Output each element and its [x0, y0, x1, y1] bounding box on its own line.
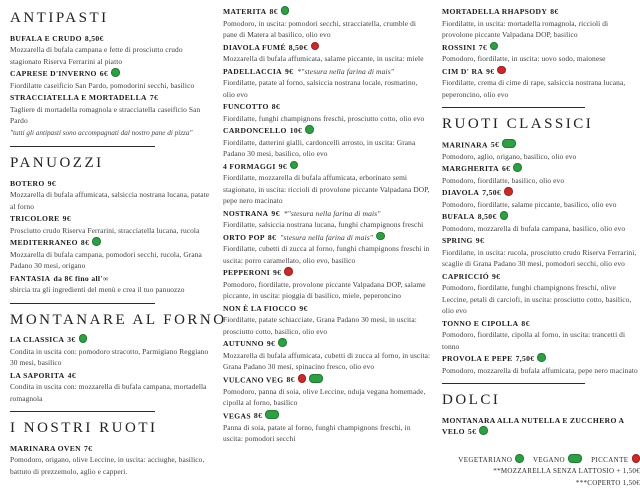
vegetarian-badge-icon [278, 338, 287, 347]
menu-item-head [442, 187, 640, 199]
section-title: I NOSTRI RUOTI [10, 420, 212, 437]
item-name: LA SAPORITA [10, 371, 65, 380]
menu-item-head [10, 213, 212, 225]
menu-item-head [223, 208, 431, 220]
item-description: Condita in uscita con: mozzarella di bufala campana, mortadella romagnola [10, 381, 212, 404]
item-price: 6€ [100, 69, 108, 78]
item-price: 8€ [269, 7, 277, 16]
item-name: VEGAS [223, 411, 251, 420]
item-price: 8€ [81, 238, 89, 247]
item-price: 7,50€ [516, 354, 535, 363]
vegetarian-badge-icon [92, 237, 101, 246]
menu-item [442, 235, 640, 270]
item-description: Pomodoro, panna di soia, olive Leccine, nduja vegana homemade, cipolla al forno, basilico [223, 386, 431, 409]
item-name: CAPRESE D'INVERNO [10, 69, 97, 78]
legend-row [442, 454, 640, 467]
item-description: Pomodoro, fiordilatte, salame piccante, basilico, olio evo [442, 199, 640, 211]
vegan-badge-icon [568, 454, 582, 463]
menu-item [442, 415, 640, 438]
menu-item [223, 374, 431, 409]
section-divider [10, 303, 155, 304]
item-description: Prosciutto crudo Riserva Ferrarini, stracciatella lucana, rucola [10, 225, 212, 237]
item-description: Fiordilatte, in uscita: rucola, prosciutto crudo Riserva Ferrarini, scaglie di Grana Padano 30 mesi, pomodori secchi, olio evo [442, 247, 640, 270]
item-price: 9€ [285, 67, 293, 76]
menu-item [223, 66, 431, 101]
menu-item [442, 271, 640, 317]
menu-item-head [10, 92, 212, 104]
item-price: 9€ [486, 67, 494, 76]
item-price: 9€ [267, 339, 275, 348]
menu-item [10, 443, 212, 478]
item-price: 9€ [476, 236, 484, 245]
menu-item-head [223, 232, 431, 244]
menu-item [442, 211, 640, 234]
item-price: 10€ [290, 126, 302, 135]
item-name: MARGHERITA [442, 164, 499, 173]
menu-item [10, 33, 212, 68]
menu-item-head [223, 125, 431, 137]
menu-item-head [223, 374, 431, 386]
item-name: STRACCIATELLA E MORTADELLA [10, 93, 147, 102]
item-price: 7€ [84, 444, 92, 453]
item-price: 9€ [273, 268, 281, 277]
menu-item-head [10, 178, 212, 190]
menu-item [223, 338, 431, 373]
menu-item-head [10, 273, 212, 285]
item-price: 8,50€ [85, 34, 104, 43]
menu-item [10, 334, 212, 369]
menu-item [223, 303, 431, 338]
item-description: Fiordilatte caseificio San Pardo, pomodorini secchi, basilico [10, 80, 212, 92]
vegetarian-badge-icon [490, 42, 499, 51]
menu-item-head [223, 161, 431, 173]
item-price: 9€ [271, 209, 279, 218]
item-name: MONTANARA ALLA NUTELLA E ZUCCHERO A VELO [442, 416, 624, 437]
item-price: 7€ [479, 43, 487, 52]
vegetarian-badge-icon [515, 454, 524, 463]
item-description: Pomodoro, in uscita: pomodori secchi, stracciatella, crumble di pane di Matera al basilico, olio evo [223, 18, 431, 41]
vegan-badge-icon [309, 374, 323, 383]
vegetarian-badge-icon [479, 426, 488, 435]
item-description: Panna di soia, patate al forno, funghi champignons freschi, in uscita: pomodori secchi [223, 422, 431, 445]
item-description: Fiordilatte, funghi champignons freschi, prosciutto cotto, olio evo [223, 113, 431, 125]
menu-item [442, 163, 640, 186]
section-title: MONTANARE AL FORNO [10, 312, 212, 329]
item-description: Fiordilatte, in uscita: mortadella romagnola, riccioli di provolone piccante Valpadana DOP, basilico [442, 18, 640, 41]
item-description: Tagliere di mortadella romagnola e stracciatella caseificio San Pardo [10, 104, 212, 127]
item-name: FUNCOTTO [223, 102, 269, 111]
item-name: TONNO E CIPOLLA [442, 319, 518, 328]
item-name: PROVOLA E PEPE [442, 354, 513, 363]
menu-item-head [10, 443, 212, 455]
item-name: MARINARA OVEN [10, 444, 81, 453]
legend-vegetarian [458, 456, 524, 464]
menu-item-head [10, 334, 212, 346]
menu-item-head [223, 42, 431, 54]
menu-item [223, 42, 431, 65]
legend-vegan-label: VEGANO [533, 456, 565, 464]
item-description: Pomodoro, fiordilatte, provolone piccante Valpadana DOP, salame piccante, in uscita: pioggia di basilico, miele, peperoncino [223, 279, 431, 302]
item-name: PEPPERONI [223, 268, 270, 277]
item-price: 9€ [63, 214, 71, 223]
item-name: VULCANO VEG [223, 375, 283, 384]
menu-item-head [442, 318, 640, 330]
item-description: Fiordilatte, cubetti di zucca al forno, funghi champignons freschi in uscita: porro caramellato, olio evo, basilico [223, 243, 431, 266]
menu-item [223, 125, 431, 160]
item-name: MEDITERRANEO [10, 238, 78, 247]
menu-item [442, 66, 640, 101]
item-description: Mozzarella di bufala campana e fette di prosciutto crudo stagionato Riserva Ferrarini al piatto [10, 44, 212, 67]
item-name: AUTUNNO [223, 339, 264, 348]
item-price: 8€ [521, 319, 529, 328]
item-price: 9€ [279, 162, 287, 171]
item-price: 9€ [299, 304, 307, 313]
item-name: DIAVOLA [442, 188, 479, 197]
menu-item-head [223, 410, 431, 422]
menu-item-head [442, 163, 640, 175]
spicy-badge-icon [632, 454, 640, 463]
item-name: BOTERO [10, 179, 45, 188]
vegetarian-badge-icon [305, 125, 314, 134]
menu-item-head [442, 271, 640, 283]
item-name: NOSTRANA [223, 209, 268, 218]
item-description: Pomodoro, origano, olive Leccine, in uscita: acciughe, basilico, battuto di prezzemolo, aglio e capperi. [10, 454, 212, 477]
spicy-badge-icon [311, 42, 320, 51]
item-price: 7,50€ [482, 188, 501, 197]
item-price: 7€ [150, 93, 158, 102]
item-name: CARDONCELLO [223, 126, 287, 135]
item-name: 4 FORMAGGI [223, 162, 276, 171]
menu-item [223, 232, 431, 267]
item-price: 3€ [67, 335, 75, 344]
section-divider [10, 411, 155, 412]
menu-item-head [442, 415, 640, 438]
section-title: DOLCI [442, 392, 640, 409]
menu-note: "tutti gli antipasti sono accompagnati dal nostro pane di pizza" [10, 128, 212, 140]
item-description: Fiordilatte, patate al forno, salsiccia nostrana locale, rosmarino, olio evo [223, 77, 431, 100]
menu-item [10, 237, 212, 272]
item-name: TRICOLORE [10, 214, 60, 223]
section-title: RUOTI CLASSICI [442, 116, 640, 133]
menu-item [442, 187, 640, 210]
item-description: Fiordilatte, datterini gialli, cardoncelli arrosto, in uscita: Grana Padano 30 mesi, basilico, olio evo [223, 137, 431, 160]
menu-item-head [223, 338, 431, 350]
item-description: Condita in uscita con: pomodoro stracotto, Parmigiano Reggiano 30 mesi, basilico [10, 346, 212, 369]
item-price: 5€ [491, 140, 499, 149]
item-description: Fiordilatte, crema di cime di rape, salsiccia nostrana lucana, peperoncino, olio evo [442, 77, 640, 100]
legend [442, 454, 640, 489]
item-price: 8,50€ [478, 212, 497, 221]
item-name: MORTADELLA RHAPSODY [442, 7, 547, 16]
item-name: LA CLASSICA [10, 335, 64, 344]
item-price: 8€ [550, 7, 558, 16]
spicy-badge-icon [284, 267, 293, 276]
item-description: Pomodoro, fiordilatte, funghi champignons freschi, olive Leccine, petali di carciofi, in uscita: prosciutto cotto, basilico, olio evo [442, 282, 640, 317]
legend-vegan [533, 456, 582, 464]
item-price: 8€ [272, 102, 280, 111]
item-annotation: *"stesura nella farina di mais" [295, 67, 394, 76]
menu-item-head [442, 235, 640, 247]
spicy-badge-icon [497, 66, 506, 75]
menu-item-head [10, 68, 212, 80]
menu-item-head [223, 267, 431, 279]
menu-item [223, 208, 431, 231]
menu-item-head [442, 353, 640, 365]
spicy-badge-icon [504, 187, 513, 196]
item-description: Mozzarella di bufala affumicata, cubetti di zucca al forno, in uscita: Grana Padano 30 mesi, spinacino fresco, olio evo [223, 350, 431, 373]
section-title: ANTIPASTI [10, 10, 212, 27]
item-name: FANTASIA [10, 274, 51, 283]
menu-item [442, 353, 640, 376]
menu-item-head [10, 237, 212, 249]
menu-item [442, 318, 640, 353]
menu-column-middle [223, 6, 431, 489]
item-description: Pomodoro, mozzarella di bufala campana, basilico, olio evo [442, 223, 640, 235]
section-divider [442, 107, 585, 108]
item-annotation: "stesura nella farina di mais" [278, 233, 373, 242]
item-name: MARINARA [442, 140, 488, 149]
item-name: BUFALA E CRUDO [10, 34, 82, 43]
legend-footnote-coperto: ***COPERTO 1,50€ [442, 478, 640, 489]
item-description: Pomodoro, fiordilatte, in uscita: uovo sodo, maionese [442, 53, 640, 65]
vegetarian-badge-icon [281, 6, 290, 15]
item-price: 8€ [268, 233, 276, 242]
menu-item-head [10, 370, 212, 382]
vegetarian-badge-icon [290, 161, 299, 170]
item-price: 9€ [492, 272, 500, 281]
menu-item-head [442, 211, 640, 223]
vegetarian-badge-icon [500, 211, 509, 220]
item-description: Pomodoro, mozzarella di bufala affumicata, pepe nero macinato [442, 365, 640, 377]
item-name: CAPRICCIÓ [442, 272, 489, 281]
item-price: 8€ [286, 375, 294, 384]
menu-item-head [223, 66, 431, 78]
item-description: Pomodoro, aglio, origano, basilico, olio evo [442, 151, 640, 163]
item-price: da 8€ fino all'∞ [54, 274, 109, 283]
spicy-badge-icon [298, 374, 307, 383]
vegetarian-badge-icon [79, 334, 88, 343]
item-description: Fiordilatte, salsiccia nostrana lucana, funghi champignons freschi [223, 219, 431, 231]
item-price: 4€ [68, 371, 76, 380]
vegetarian-badge-icon [376, 232, 385, 241]
item-name: DIAVOLA FUMÉ [223, 43, 286, 52]
item-name: MATERITA [223, 7, 266, 16]
menu-item [10, 92, 212, 127]
item-description: Fiordilatte, mozzarella di bufala affumicata, erborinato semi stagionato, in uscita: riccioli di provolone piccante Valpadana DOP, pepe nero macinato [223, 172, 431, 207]
legend-vegetarian-label: VEGETARIANO [458, 456, 512, 464]
item-name: SPRING [442, 236, 473, 245]
menu-item-head [223, 101, 431, 113]
menu-item [442, 6, 640, 41]
item-description: Mozzarella di bufala campana, pomodori secchi, rucola, Grana Padano 30 mesi, origano [10, 249, 212, 272]
item-description: Pomodoro, fiordilatte, cipolla al forno, in uscita: trancetti di tonno [442, 329, 640, 352]
menu-item [223, 101, 431, 124]
section-divider [10, 146, 155, 147]
item-price: 6€ [502, 164, 510, 173]
menu-item-head [442, 139, 640, 151]
item-description: Mozzarella di bufala affumicata, salame piccante, in uscita: miele [223, 53, 431, 65]
menu-item [223, 6, 431, 41]
vegetarian-badge-icon [537, 353, 546, 362]
item-price: 8,50€ [289, 43, 308, 52]
item-price: 8€ [254, 411, 262, 420]
menu-item-head [223, 6, 431, 18]
menu-item-head [442, 6, 640, 18]
item-description: sbircia tra gli ingredienti del menù e crea il tuo panuozzo [10, 284, 212, 296]
item-description: Fiordilatte, patate schiacciate, Grana Padano 30 mesi, in uscita: prosciutto cotto, basilico, olio evo [223, 314, 431, 337]
legend-spicy [591, 456, 640, 464]
item-name: ORTO POP [223, 233, 265, 242]
item-name: ROSSINI [442, 43, 476, 52]
menu-item [10, 273, 212, 296]
item-price: 5€ [468, 427, 476, 436]
menu-item [223, 410, 431, 445]
item-annotation: *"stesura nella farina di mais" [282, 209, 381, 218]
menu-item [223, 267, 431, 302]
item-name: CIM D' RA [442, 67, 483, 76]
menu-item-head [442, 66, 640, 78]
menu-column-left [10, 6, 212, 489]
item-name: PADELLACCIA [223, 67, 282, 76]
menu-column-right [442, 6, 640, 489]
item-price: 9€ [48, 179, 56, 188]
vegan-badge-icon [502, 139, 516, 148]
menu-item [10, 68, 212, 91]
item-description: Mozzarella di bufala affumicata, salsiccia nostrana lucana, patate al forno [10, 189, 212, 212]
section-divider [442, 383, 585, 384]
legend-spicy-label: PICCANTE [591, 456, 628, 464]
menu-item-head [223, 303, 431, 315]
section-title: PANUOZZI [10, 155, 212, 172]
item-description: Pomodoro, fiordilatte, basilico, olio evo [442, 175, 640, 187]
item-name: BUFALA [442, 212, 475, 221]
menu-item [442, 139, 640, 163]
menu-item-head [10, 33, 212, 45]
vegetarian-badge-icon [513, 163, 522, 172]
vegan-badge-icon [265, 410, 279, 419]
menu-item [10, 178, 212, 213]
menu-item-head [442, 42, 640, 54]
legend-footnote-lactose: **MOZZARELLA SENZA LATTOSIO + 1,50€ [442, 466, 640, 478]
menu-item [10, 370, 212, 405]
menu-item [223, 161, 431, 207]
menu-item [10, 213, 212, 236]
vegetarian-badge-icon [111, 68, 120, 77]
item-name: NON È LA FIOCCO [223, 304, 296, 313]
menu-item [442, 42, 640, 65]
